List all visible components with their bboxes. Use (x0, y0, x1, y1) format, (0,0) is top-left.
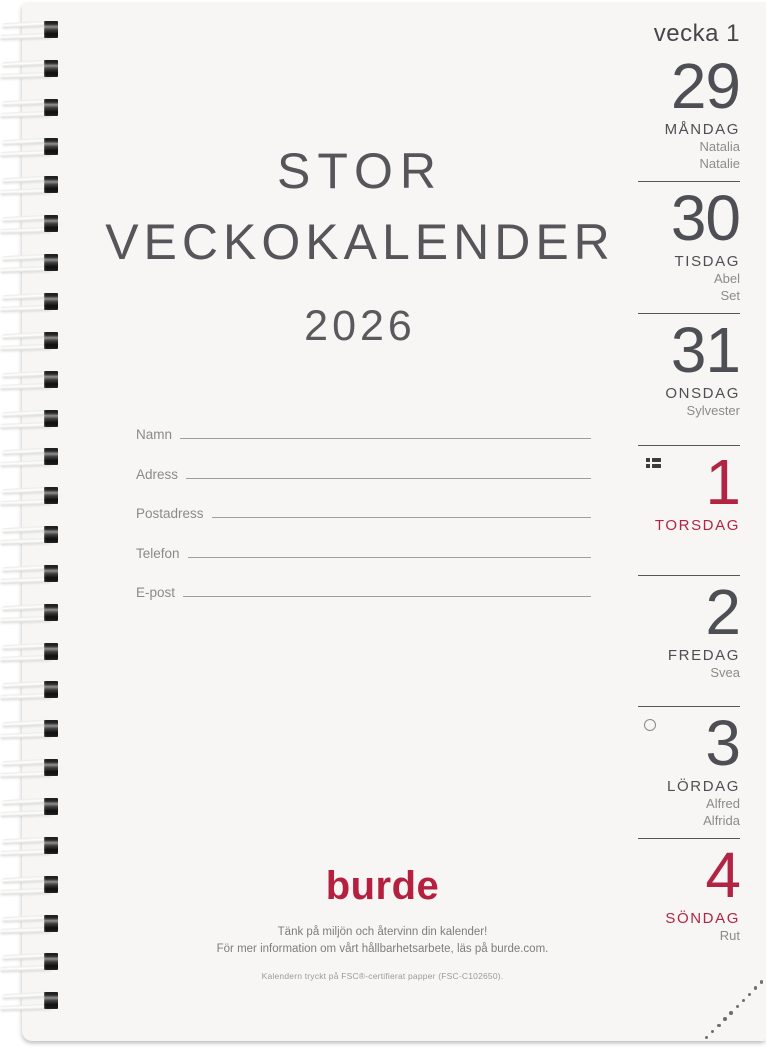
day-section-thursday (638, 445, 740, 575)
perforation-dot (723, 1017, 726, 1020)
wire-loop (0, 176, 70, 202)
nameday: Alfrida (703, 812, 740, 828)
binding-hole (44, 410, 58, 427)
binding-hole (44, 643, 58, 660)
wire-loop (0, 21, 70, 47)
nameday: Set (720, 287, 740, 303)
day-name: TORSDAG (654, 516, 740, 534)
day-name: FREDAG (667, 646, 740, 664)
binding-hole (44, 876, 58, 893)
moon-icon (644, 719, 656, 731)
brand-logo: burde (325, 864, 440, 908)
day-name: ONSDAG (665, 384, 740, 402)
binding-hole (44, 526, 58, 543)
binding-hole (44, 604, 58, 621)
wire-loop (0, 953, 70, 979)
day-section-wednesday (638, 313, 740, 445)
form-blank-line (212, 503, 591, 518)
day-name: MÅNDAG (664, 120, 740, 138)
form-row-phone (136, 543, 591, 564)
wire-loop (0, 798, 70, 824)
cover-title-line1: STOR (277, 143, 443, 199)
wire-loop (0, 99, 70, 125)
day-name: TISDAG (674, 252, 740, 270)
day-name: LÖRDAG (667, 777, 740, 795)
binding-hole (44, 332, 58, 349)
cover-title-line2: VECKOKALENDER (105, 214, 615, 270)
form-label-email: E-post (136, 585, 176, 601)
day-section-saturday (638, 706, 740, 838)
day-number: 4 (705, 839, 740, 911)
spiral-binding (0, 0, 70, 1058)
footer (60, 866, 705, 981)
perforation-dot (729, 1011, 732, 1014)
binding-hole (44, 720, 58, 737)
fsc-note: Kalendern tryckt på FSC®-certifierat papper (FSC-C102650). (261, 971, 504, 982)
binding-hole (44, 60, 58, 77)
eco-note (60, 924, 705, 957)
nameday: Alfred (706, 795, 740, 811)
binding-hole (44, 915, 58, 932)
binding-hole (44, 293, 58, 310)
binding-hole (44, 837, 58, 854)
perforation-dot (711, 1030, 714, 1033)
day-section-friday (638, 575, 740, 706)
day-number: 2 (705, 576, 740, 648)
eco-note-line2: För mer information om vårt hållbarhetsarbete, läs på burde.com. (216, 942, 549, 955)
wire-loop (0, 876, 70, 902)
eco-note-line1: Tänk på miljön och återvinn din kalender! (277, 926, 488, 938)
wire-loop (0, 565, 70, 591)
day-number: 30 (670, 182, 740, 254)
swedish-flag-icon (646, 458, 661, 468)
perforation-dot (748, 993, 751, 996)
wire-loop (0, 332, 70, 358)
binding-hole (44, 138, 58, 155)
nameday: Sylvester (686, 402, 740, 418)
form-row-email (136, 582, 591, 603)
day-section-tuesday (638, 181, 740, 313)
day-name: SÖNDAG (665, 909, 740, 927)
nameday: Abel (713, 270, 740, 286)
binding-hole (44, 992, 58, 1009)
binding-hole (44, 371, 58, 388)
nameday: Rut (719, 927, 740, 943)
binding-hole (44, 681, 58, 698)
day-number: 31 (670, 314, 740, 386)
wire-loop (0, 681, 70, 707)
binding-hole (44, 176, 58, 193)
owner-form (136, 424, 591, 622)
form-label-phone: Telefon (136, 545, 180, 561)
form-row-address (136, 464, 591, 485)
perforation-dot (754, 986, 757, 989)
day-section-monday (638, 50, 740, 181)
wire-loop (0, 720, 70, 746)
wire-loop (0, 487, 70, 513)
wire-loop (0, 371, 70, 397)
wire-loop (0, 215, 70, 241)
cover-year: 2026 (304, 302, 416, 350)
week-day-column (638, 0, 740, 960)
wire-loop (0, 410, 70, 436)
form-label-name: Namn (136, 427, 173, 442)
binding-hole (44, 448, 58, 465)
wire-loop (0, 138, 70, 164)
wire-loop (0, 254, 70, 280)
wire-loop (0, 604, 70, 630)
wire-loop (0, 992, 70, 1018)
wire-loop (0, 448, 70, 474)
wire-loop (0, 643, 70, 669)
wire-loop (0, 915, 70, 941)
binding-hole (44, 798, 58, 815)
perforation-dot (742, 999, 745, 1002)
binding-hole (44, 254, 58, 271)
week-label: vecka 1 (653, 20, 740, 47)
form-blank-line (186, 464, 591, 479)
form-row-postal-address (136, 503, 591, 524)
day-number: 3 (705, 707, 740, 779)
form-label-postal-address: Postadress (136, 506, 204, 522)
day-number: 29 (670, 50, 740, 122)
perforation-dot (736, 1005, 739, 1008)
form-blank-line (188, 543, 591, 558)
nameday: Svea (710, 664, 740, 680)
perforation-dot (705, 1036, 708, 1039)
binding-hole (44, 953, 58, 970)
wire-loop (0, 759, 70, 785)
wire-loop (0, 837, 70, 863)
perforation-dots (703, 978, 766, 1042)
form-label-address: Adress (136, 466, 179, 482)
binding-hole (44, 21, 58, 38)
perforation-dot (717, 1024, 720, 1027)
binding-hole (44, 565, 58, 582)
wire-loop (0, 293, 70, 319)
form-blank-line (180, 424, 591, 439)
binding-hole (44, 99, 58, 116)
binding-hole (44, 759, 58, 776)
day-number: 1 (705, 446, 740, 518)
nameday: Natalie (699, 155, 740, 171)
cover-title-block (60, 143, 660, 351)
perforation-dot (760, 980, 763, 983)
form-blank-line (183, 582, 591, 597)
wire-loop (0, 60, 70, 86)
binding-hole (44, 215, 58, 232)
form-row-name (136, 424, 591, 445)
binding-hole (44, 487, 58, 504)
wire-loop (0, 526, 70, 552)
nameday: Natalia (699, 138, 740, 154)
